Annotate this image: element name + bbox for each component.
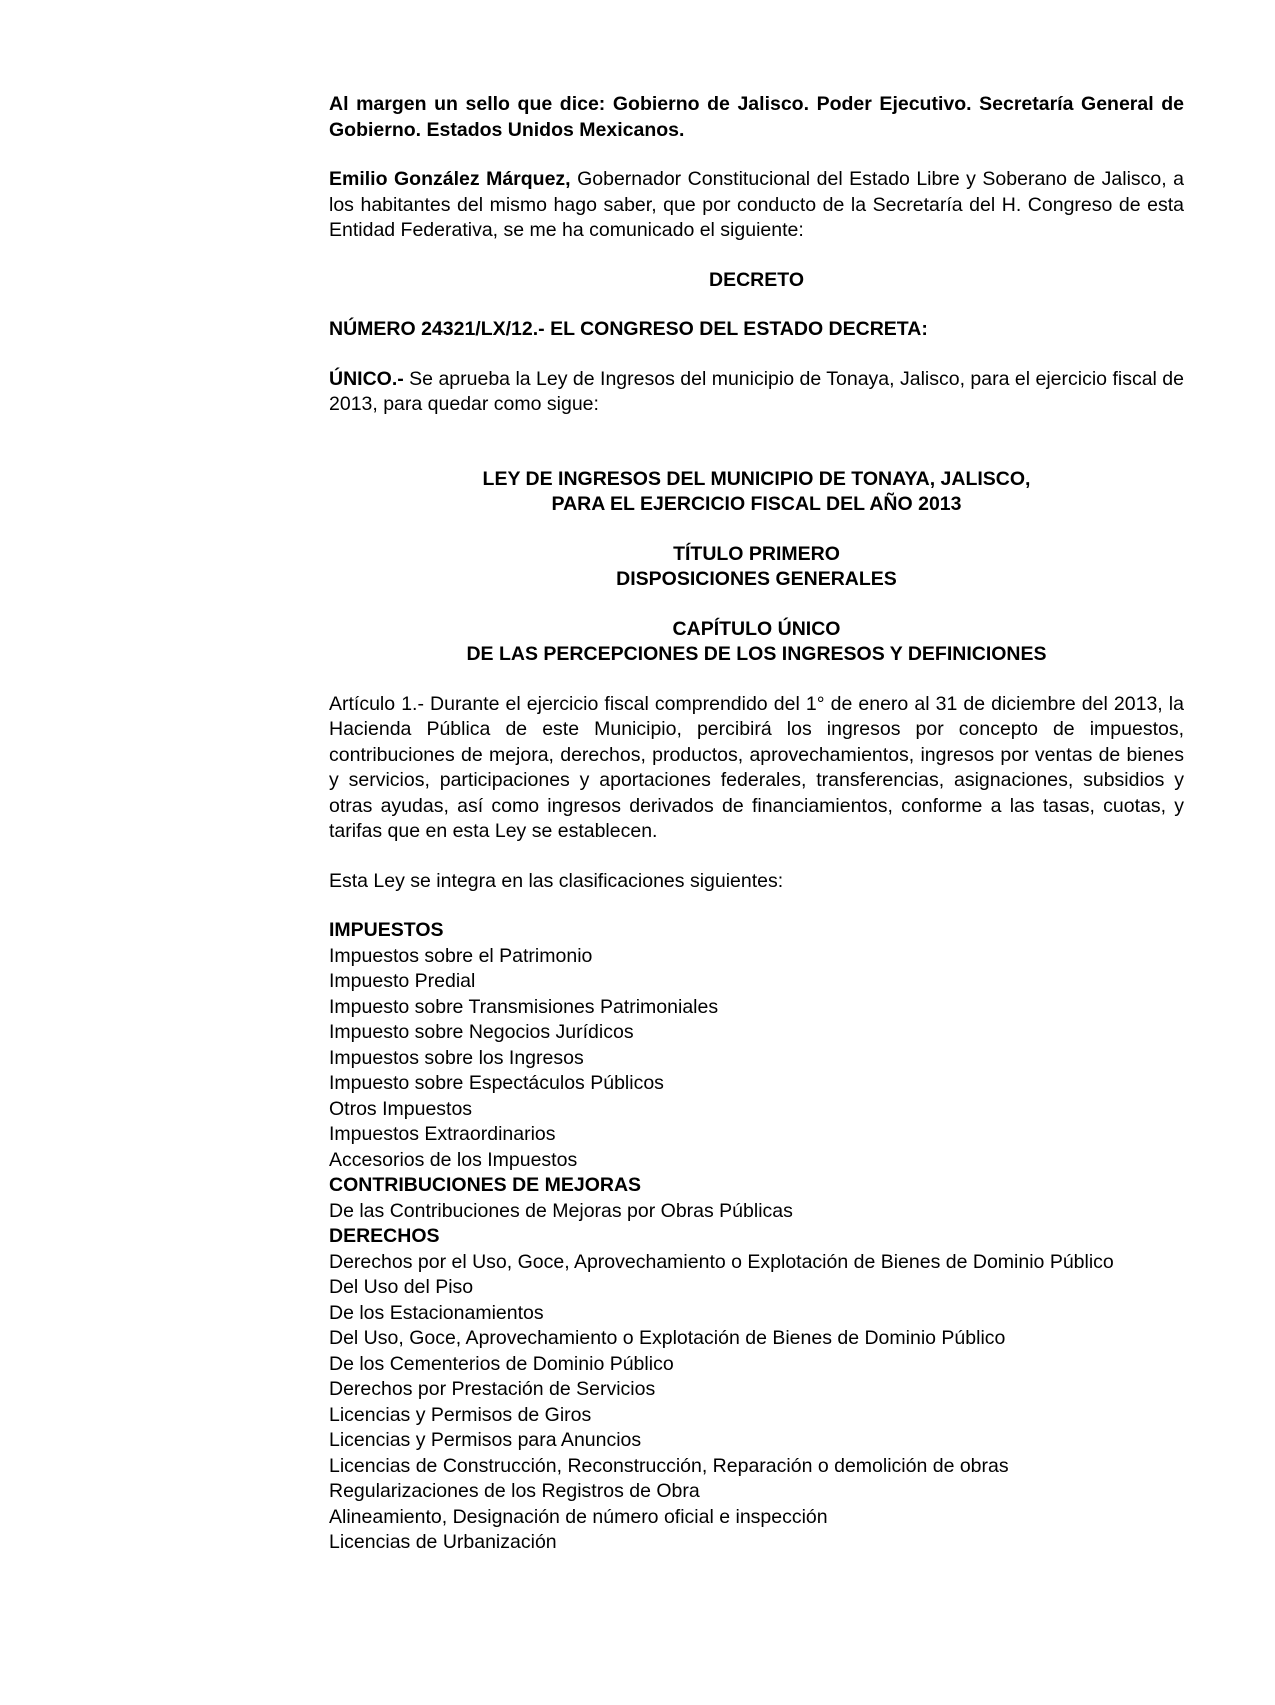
chapter-line-1: CAPÍTULO ÚNICO bbox=[672, 617, 841, 640]
list-item: Impuestos Extraordinarios bbox=[329, 1123, 556, 1145]
list-item: Regularizaciones de los Registros de Obra bbox=[329, 1480, 700, 1502]
decree-heading: DECRETO bbox=[709, 268, 804, 291]
list-item: Otros Impuestos bbox=[329, 1097, 473, 1120]
list-item: De los Estacionamientos bbox=[329, 1301, 544, 1324]
governor-name: Emilio González Márquez, bbox=[329, 168, 571, 190]
intro-paragraph bbox=[329, 167, 1184, 244]
list-item: De las Contribuciones de Mejoras por Obras Públicas bbox=[329, 1199, 793, 1222]
list-item: Derechos por Prestación de Servicios bbox=[329, 1378, 656, 1400]
list-item: Accesorios de los Impuestos bbox=[329, 1148, 578, 1171]
list-item: Derechos por el Uso, Goce, Aprovechamiento o Explotación de Bienes de Dominio Público bbox=[329, 1250, 1114, 1273]
title-section bbox=[329, 542, 1184, 593]
list-item: Licencias y Permisos para Anuncios bbox=[329, 1429, 642, 1451]
unico-label: ÚNICO.- bbox=[329, 367, 404, 390]
classification-intro: Esta Ley se integra en las clasificaciones siguientes: bbox=[329, 869, 784, 892]
list-item: Del Uso, Goce, Aprovechamiento o Explotación de Bienes de Dominio Público bbox=[329, 1327, 1006, 1349]
list-item: Impuesto Predial bbox=[329, 970, 476, 992]
contribuciones-heading: CONTRIBUCIONES DE MEJORAS bbox=[329, 1174, 642, 1196]
intro-text: Gobernador Constitucional del Estado Libre y Soberano de Jalisco, a los habitantes del mismo hago saber, que por conducto de la Secretaría del H. Congreso de esta Entidad Federativa, se me ha comunicado el siguiente: bbox=[329, 168, 1184, 241]
title-section-line-1: TÍTULO PRIMERO bbox=[673, 542, 840, 565]
document-page bbox=[329, 92, 1184, 1556]
margin-note: Al margen un sello que dice: Gobierno de Jalisco. Poder Ejecutivo. Secretaría General de Gobierno. Estados Unidos Mexicanos. bbox=[329, 93, 1184, 141]
list-item: Impuesto sobre Transmisiones Patrimoniales bbox=[329, 995, 719, 1018]
law-title-line-2: PARA EL EJERCICIO FISCAL DEL AÑO 2013 bbox=[551, 493, 962, 515]
unico-text: Se aprueba la Ley de Ingresos del municipio de Tonaya, Jalisco, para el ejercicio fiscal de 2013, para quedar como sigue: bbox=[329, 367, 1184, 415]
list-item: Licencias y Permisos de Giros bbox=[329, 1403, 592, 1426]
law-title bbox=[329, 467, 1184, 518]
list-item: Licencias de Urbanización bbox=[329, 1531, 557, 1553]
list-item: Licencias de Construcción, Reconstrucción, Reparación o demolición de obras bbox=[329, 1454, 1009, 1477]
impuestos-heading: IMPUESTOS bbox=[329, 919, 444, 941]
classification-list bbox=[329, 918, 1184, 1556]
title-section-line-2: DISPOSICIONES GENERALES bbox=[616, 568, 897, 590]
list-item: Del Uso del Piso bbox=[329, 1276, 474, 1298]
chapter-line-2: DE LAS PERCEPCIONES DE LOS INGRESOS Y DEFINICIONES bbox=[466, 643, 1047, 665]
list-item: De los Cementerios de Dominio Público bbox=[329, 1352, 674, 1375]
chapter-heading bbox=[329, 617, 1184, 668]
list-item: Impuestos sobre el Patrimonio bbox=[329, 944, 593, 967]
law-title-line-1: LEY DE INGRESOS DEL MUNICIPIO DE TONAYA, JALISCO, bbox=[482, 467, 1031, 490]
decree-number: NÚMERO 24321/LX/12.- EL CONGRESO DEL ESTADO DECRETA: bbox=[329, 318, 928, 340]
list-item: Impuesto sobre Espectáculos Públicos bbox=[329, 1072, 664, 1094]
article-1: Artículo 1.- Durante el ejercicio fiscal comprendido del 1° de enero al 31 de diciembre del 2013, la Hacienda Pública de este Municipio, percibirá los ingresos por concepto de impuestos, contribuciones de mejora, derechos, productos, aprovechamientos, ingresos por ventas de bienes y servicios, participaciones y aportaciones federales, transferencias, asignaciones, subsidios y otras ayudas, así como ingresos derivados de financiamientos, conforme a las tasas, cuotas, y tarifas que en esta Ley se establecen. bbox=[329, 692, 1184, 842]
derechos-heading: DERECHOS bbox=[329, 1225, 440, 1247]
list-item: Impuesto sobre Negocios Jurídicos bbox=[329, 1021, 634, 1043]
list-item: Alineamiento, Designación de número oficial e inspección bbox=[329, 1505, 828, 1528]
unico-paragraph bbox=[329, 367, 1184, 418]
list-item: Impuestos sobre los Ingresos bbox=[329, 1046, 584, 1069]
